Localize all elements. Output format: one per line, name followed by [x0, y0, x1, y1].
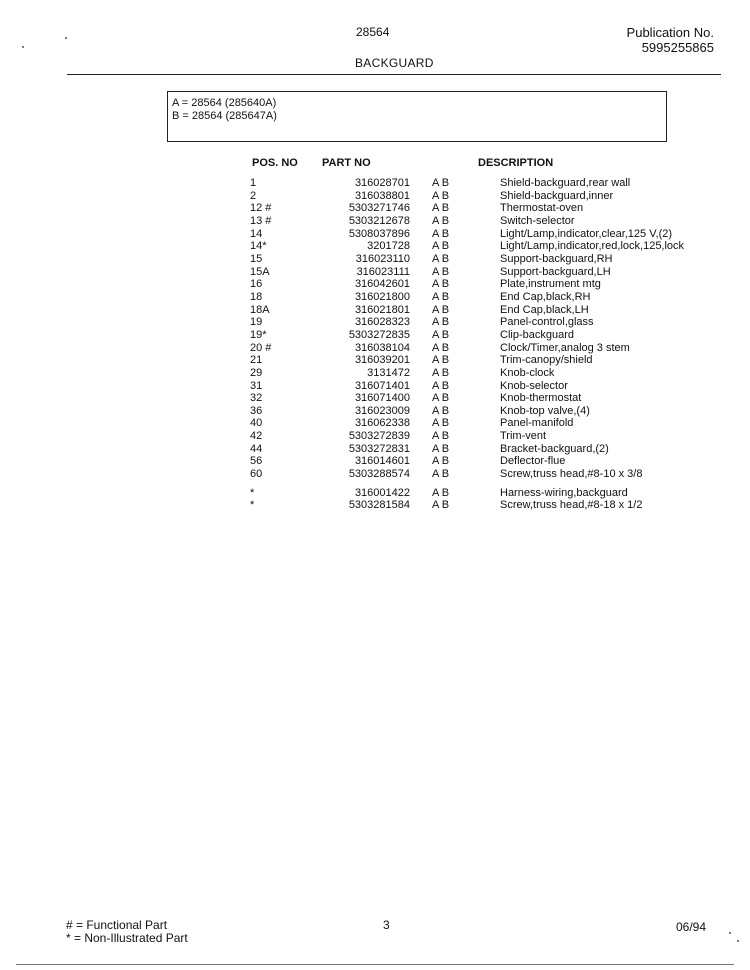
table-row: [250, 177, 700, 190]
publication-number: 5995255865: [641, 40, 714, 55]
functional-part-note: # = Functional Part: [66, 918, 168, 932]
table-row: [250, 354, 700, 367]
part-number: 316039201: [354, 354, 410, 367]
model-codes: A B: [432, 240, 450, 253]
table-row: [250, 443, 700, 456]
part-number: 5308037896: [348, 227, 410, 240]
header-rule: [67, 74, 721, 75]
model-codes: A B: [432, 392, 450, 405]
position-number: 19: [250, 316, 263, 329]
position-number: 18A: [250, 303, 270, 316]
part-description: Panel-control,glass: [500, 316, 594, 329]
table-row: [250, 253, 700, 266]
table-row: [250, 215, 700, 228]
position-number: 40: [250, 417, 263, 430]
table-row: [250, 392, 700, 405]
part-description: Thermostat-oven: [500, 202, 584, 215]
part-description: End Cap,black,LH: [500, 303, 589, 316]
position-number: 15A: [250, 265, 270, 278]
model-codes: A B: [432, 227, 450, 240]
column-header-pos: POS. NO: [252, 157, 298, 169]
part-description: Screw,truss head,#8-10 x 3/8: [500, 468, 643, 481]
table-row: [250, 367, 700, 380]
table-row: [250, 430, 700, 443]
table-row: [250, 487, 700, 500]
table-row: [250, 380, 700, 393]
part-description: Knob-top valve,(4): [500, 404, 590, 417]
publication-block: [626, 25, 714, 55]
part-description: Plate,instrument mtg: [500, 278, 601, 291]
table-row: [250, 329, 700, 342]
part-number: 316001422: [354, 486, 410, 499]
position-number: 19*: [250, 328, 267, 341]
part-number: 5303281584: [348, 499, 410, 512]
table-row: [250, 455, 700, 468]
position-number: 29: [250, 366, 263, 379]
position-number: 2: [250, 189, 257, 202]
part-number: 316021800: [354, 290, 410, 303]
scan-speck: [65, 37, 67, 39]
position-number: *: [250, 486, 255, 499]
position-number: 16: [250, 278, 263, 291]
model-codes: A B: [432, 290, 450, 303]
position-number: 1: [250, 177, 257, 189]
part-description: Switch-selector: [500, 214, 575, 227]
part-description: Clock/Timer,analog 3 stem: [500, 341, 630, 354]
position-number: 12 #: [250, 202, 272, 215]
part-description: Trim-canopy/shield: [500, 354, 593, 367]
part-description: Knob-clock: [500, 366, 555, 379]
position-number: 44: [250, 442, 263, 455]
legend-line-a: A = 28564 (285640A): [172, 97, 277, 109]
model-codes: A B: [432, 214, 450, 227]
table-row: [250, 468, 700, 481]
position-number: 14*: [250, 240, 267, 253]
model-codes: A B: [432, 341, 450, 354]
column-header-description: DESCRIPTION: [478, 157, 554, 169]
scan-speck: [22, 46, 24, 48]
table-row: [250, 316, 700, 329]
part-description: Support-backguard,LH: [500, 265, 611, 278]
column-header-part: PART NO: [322, 157, 371, 169]
part-number: 316038104: [354, 341, 410, 354]
part-description: Knob-thermostat: [500, 392, 582, 405]
model-codes: A B: [432, 486, 450, 499]
model-codes: A B: [432, 177, 450, 189]
scan-speck: [737, 940, 739, 942]
position-number: 60: [250, 468, 263, 481]
position-number: 15: [250, 252, 263, 265]
position-number: 31: [250, 379, 263, 392]
part-number: 3201728: [367, 240, 410, 253]
parts-table-body: [250, 177, 700, 512]
part-description: Screw,truss head,#8-18 x 1/2: [500, 499, 643, 512]
part-number: 316021801: [354, 303, 410, 316]
part-number: 316014601: [354, 455, 410, 468]
table-row: [250, 304, 700, 317]
part-number: 316062338: [354, 417, 410, 430]
scan-speck: [729, 932, 731, 934]
part-description: Deflector-flue: [500, 455, 566, 468]
model-codes: A B: [432, 189, 450, 202]
model-codes: A B: [432, 499, 450, 512]
part-number: 316038801: [354, 189, 410, 202]
non-illustrated-part-note: * = Non-Illustrated Part: [66, 931, 188, 945]
part-number: 316023009: [354, 404, 410, 417]
table-row: [250, 342, 700, 355]
position-number: 32: [250, 392, 263, 405]
part-number: 316042601: [354, 278, 410, 291]
position-number: 13 #: [250, 214, 272, 227]
part-number: 316071401: [354, 379, 410, 392]
model-codes: A B: [432, 404, 450, 417]
part-number: 316028323: [354, 316, 410, 329]
part-number: 5303271746: [348, 202, 410, 215]
model-codes: A B: [432, 354, 450, 367]
part-description: End Cap,black,RH: [500, 290, 591, 303]
model-codes: A B: [432, 278, 450, 291]
publication-date: 06/94: [676, 920, 707, 934]
part-description: Clip-backguard: [500, 328, 574, 341]
model-codes: A B: [432, 379, 450, 392]
part-description: Bracket-backguard,(2): [500, 442, 609, 455]
part-number: 5303272839: [348, 430, 410, 443]
table-row: [250, 190, 700, 203]
model-codes: A B: [432, 455, 450, 468]
position-number: 14: [250, 227, 263, 240]
table-row: [250, 405, 700, 418]
section-title: BACKGUARD: [355, 56, 434, 70]
part-number: 316028701: [354, 177, 410, 189]
parts-table: [250, 177, 700, 512]
part-number: 5303212678: [348, 214, 410, 227]
model-legend-box: [167, 91, 667, 142]
model-codes: A B: [432, 265, 450, 278]
model-codes: A B: [432, 316, 450, 329]
table-row: [250, 278, 700, 291]
table-row: [250, 291, 700, 304]
table-row: [250, 240, 700, 253]
model-codes: A B: [432, 417, 450, 430]
part-description: Harness-wiring,backguard: [500, 486, 628, 499]
part-description: Shield-backguard,inner: [500, 189, 614, 202]
part-description: Knob-selector: [500, 379, 568, 392]
part-description: Shield-backguard,rear wall: [500, 177, 631, 189]
position-number: 42: [250, 430, 263, 443]
model-number: 28564: [356, 25, 390, 39]
position-number: *: [250, 499, 255, 512]
footer-rule: [16, 964, 734, 965]
position-number: 21: [250, 354, 263, 367]
part-number: 5303288574: [348, 468, 410, 481]
part-number: 5303272831: [348, 442, 410, 455]
page-number: 3: [383, 918, 390, 932]
part-description: Panel-manifold: [500, 417, 574, 430]
part-number: 316071400: [354, 392, 410, 405]
part-description: Support-backguard,RH: [500, 252, 613, 265]
part-number: 316023111: [356, 265, 410, 278]
position-number: 36: [250, 404, 263, 417]
model-codes: A B: [432, 430, 450, 443]
part-description: Trim-vent: [500, 430, 547, 443]
part-number: 5303272835: [348, 328, 410, 341]
model-codes: A B: [432, 202, 450, 215]
table-row: [250, 202, 700, 215]
model-codes: A B: [432, 442, 450, 455]
model-codes: A B: [432, 366, 450, 379]
part-number: 316023110: [355, 252, 410, 265]
table-row: [250, 228, 700, 241]
position-number: 18: [250, 290, 263, 303]
table-row: [250, 499, 700, 512]
publication-label: Publication No.: [626, 25, 714, 40]
part-description: Light/Lamp,indicator,red,lock,125,lock: [500, 240, 685, 253]
table-row: [250, 417, 700, 430]
footer-notes: [66, 919, 188, 945]
position-number: 20 #: [250, 341, 272, 354]
model-codes: A B: [432, 252, 450, 265]
legend-line-b: B = 28564 (285647A): [172, 110, 277, 122]
table-row: [250, 266, 700, 279]
model-codes: A B: [432, 328, 450, 341]
part-number: 3131472: [367, 366, 410, 379]
model-codes: A B: [432, 303, 450, 316]
part-description: Light/Lamp,indicator,clear,125 V,(2): [500, 227, 673, 240]
position-number: 56: [250, 455, 263, 468]
model-codes: A B: [432, 468, 450, 481]
